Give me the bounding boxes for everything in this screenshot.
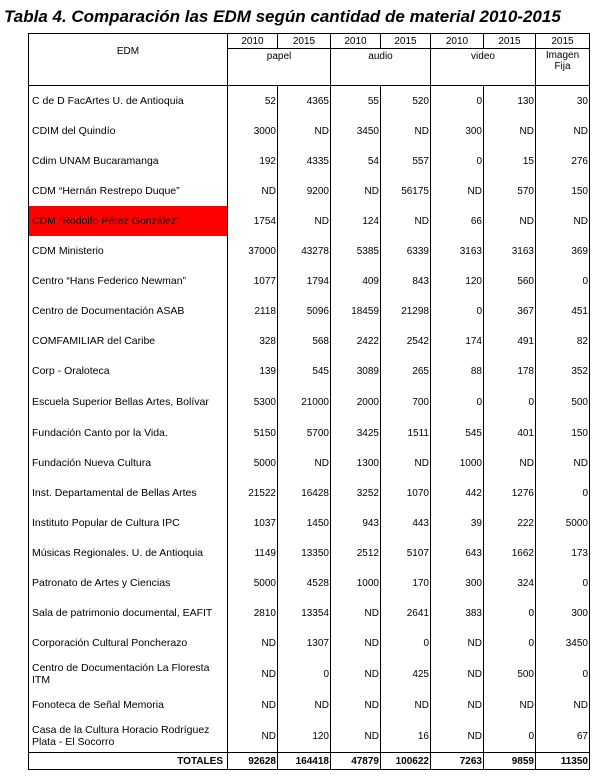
value-cell: 557 xyxy=(381,146,431,176)
value-cell: 130 xyxy=(484,86,536,117)
value-cell: 409 xyxy=(331,266,381,296)
table-row xyxy=(29,598,590,628)
value-cell: ND xyxy=(536,206,590,236)
value-cell: 0 xyxy=(278,658,331,690)
edm-name-cell: Inst. Departamental de Bellas Artes xyxy=(29,478,228,508)
value-cell: ND xyxy=(431,658,484,690)
value-cell: 4528 xyxy=(278,568,331,598)
table-row xyxy=(29,176,590,206)
value-cell: 120 xyxy=(278,720,331,753)
value-cell: 2000 xyxy=(331,386,381,418)
edm-name-cell: Músicas Regionales. U. de Antioquia xyxy=(29,538,228,568)
value-cell: ND xyxy=(331,690,381,720)
value-cell: 1511 xyxy=(381,418,431,448)
value-cell: 5150 xyxy=(228,418,278,448)
table-body xyxy=(29,86,590,753)
value-cell: 5000 xyxy=(536,508,590,538)
edm-name-cell: COMFAMILIAR del Caribe xyxy=(29,326,228,356)
value-cell: 1300 xyxy=(331,448,381,478)
value-cell: 3425 xyxy=(331,418,381,448)
totals-row xyxy=(29,753,590,770)
value-cell: 178 xyxy=(484,356,536,386)
value-cell: 1037 xyxy=(228,508,278,538)
edm-column-header: EDM xyxy=(29,34,228,86)
value-cell: 545 xyxy=(431,418,484,448)
value-cell: 66 xyxy=(431,206,484,236)
value-cell: 15 xyxy=(484,146,536,176)
value-cell: 1450 xyxy=(278,508,331,538)
value-cell: 13350 xyxy=(278,538,331,568)
value-cell: 401 xyxy=(484,418,536,448)
value-cell: 443 xyxy=(381,508,431,538)
value-cell: ND xyxy=(331,628,381,658)
value-cell: 170 xyxy=(381,568,431,598)
value-cell: 500 xyxy=(536,386,590,418)
value-cell: ND xyxy=(278,206,331,236)
value-cell: ND xyxy=(381,690,431,720)
value-cell: ND xyxy=(381,206,431,236)
edm-name-cell: Corporación Cultural Poncherazo xyxy=(29,628,228,658)
edm-name-cell: Centro “Hans Federico Newman” xyxy=(29,266,228,296)
value-cell: ND xyxy=(431,720,484,753)
year-header: 2015 xyxy=(484,34,536,49)
table-row xyxy=(29,538,590,568)
edm-name-cell: Patronato de Artes y Ciencias xyxy=(29,568,228,598)
value-cell: 352 xyxy=(536,356,590,386)
value-cell: 1794 xyxy=(278,266,331,296)
year-header: 2010 xyxy=(431,34,484,49)
value-cell: 367 xyxy=(484,296,536,326)
category-header-imagen-fija: Imagen Fija xyxy=(536,49,590,86)
value-cell: 16428 xyxy=(278,478,331,508)
value-cell: 2641 xyxy=(381,598,431,628)
edm-name-cell: Fundación Nueva Cultura xyxy=(29,448,228,478)
value-cell: ND xyxy=(228,658,278,690)
value-cell: 491 xyxy=(484,326,536,356)
value-cell: ND xyxy=(536,448,590,478)
value-cell: ND xyxy=(431,628,484,658)
value-cell: 520 xyxy=(381,86,431,117)
edm-name-cell: Centro de Documentación La Floresta ITM xyxy=(29,658,228,690)
value-cell: 1662 xyxy=(484,538,536,568)
value-cell: ND xyxy=(278,116,331,146)
value-cell: 21522 xyxy=(228,478,278,508)
edm-name-cell: Centro de Documentación ASAB xyxy=(29,296,228,326)
edm-name-cell: Corp - Oraloteca xyxy=(29,356,228,386)
value-cell: 5096 xyxy=(278,296,331,326)
value-cell: 30 xyxy=(536,86,590,117)
value-cell: 5700 xyxy=(278,418,331,448)
table-row xyxy=(29,628,590,658)
value-cell: 82 xyxy=(536,326,590,356)
value-cell: 0 xyxy=(431,146,484,176)
value-cell: 37000 xyxy=(228,236,278,266)
category-header-papel: papel xyxy=(228,49,331,86)
value-cell: ND xyxy=(331,176,381,206)
value-cell: 300 xyxy=(431,116,484,146)
edm-name-cell: Casa de la Cultura Horacio Rodríguez Plata - El Socorro xyxy=(29,720,228,753)
value-cell: ND xyxy=(484,206,536,236)
category-header-audio: audio xyxy=(331,49,431,86)
total-cell: 11350 xyxy=(536,753,590,770)
value-cell: ND xyxy=(431,690,484,720)
value-cell: ND xyxy=(331,598,381,628)
value-cell: 943 xyxy=(331,508,381,538)
value-cell: ND xyxy=(228,690,278,720)
edm-name-cell: Cdim UNAM Bucaramanga xyxy=(29,146,228,176)
edm-name-cell: Fonoteca de Señal Memoria xyxy=(29,690,228,720)
value-cell: 3450 xyxy=(536,628,590,658)
value-cell: 139 xyxy=(228,356,278,386)
value-cell: 16 xyxy=(381,720,431,753)
table-row xyxy=(29,418,590,448)
value-cell: 451 xyxy=(536,296,590,326)
value-cell: 560 xyxy=(484,266,536,296)
value-cell: 0 xyxy=(536,568,590,598)
total-cell: 9859 xyxy=(484,753,536,770)
value-cell: 150 xyxy=(536,176,590,206)
value-cell: 0 xyxy=(536,478,590,508)
value-cell: 9200 xyxy=(278,176,331,206)
value-cell: 222 xyxy=(484,508,536,538)
value-cell: 54 xyxy=(331,146,381,176)
table-footer xyxy=(29,753,590,770)
value-cell: 56175 xyxy=(381,176,431,206)
value-cell: ND xyxy=(228,628,278,658)
value-cell: 0 xyxy=(431,86,484,117)
value-cell: 4365 xyxy=(278,86,331,117)
value-cell: 324 xyxy=(484,568,536,598)
value-cell: 0 xyxy=(431,386,484,418)
year-header: 2015 xyxy=(536,34,590,49)
value-cell: ND xyxy=(381,448,431,478)
value-cell: 3163 xyxy=(431,236,484,266)
table-row xyxy=(29,296,590,326)
value-cell: ND xyxy=(228,176,278,206)
value-cell: ND xyxy=(536,116,590,146)
value-cell: 1000 xyxy=(331,568,381,598)
value-cell: 3000 xyxy=(228,116,278,146)
value-cell: 67 xyxy=(536,720,590,753)
value-cell: 4335 xyxy=(278,146,331,176)
edm-name-cell: CDIM del Quindío xyxy=(29,116,228,146)
value-cell: 5000 xyxy=(228,568,278,598)
year-header: 2015 xyxy=(381,34,431,49)
table-title: Tabla 4. Comparación las EDM según cantidad de material 2010-2015 xyxy=(4,7,561,26)
value-cell: 1276 xyxy=(484,478,536,508)
value-cell: ND xyxy=(331,720,381,753)
value-cell: 1307 xyxy=(278,628,331,658)
value-cell: 174 xyxy=(431,326,484,356)
value-cell: 120 xyxy=(431,266,484,296)
value-cell: 843 xyxy=(381,266,431,296)
value-cell: ND xyxy=(431,176,484,206)
edm-name-cell: CDM “Hernán Restrepo Duque” xyxy=(29,176,228,206)
value-cell: 1070 xyxy=(381,478,431,508)
edm-name-cell: Instituto Popular de Cultura IPC xyxy=(29,508,228,538)
value-cell: 265 xyxy=(381,356,431,386)
table-row xyxy=(29,658,590,690)
value-cell: 39 xyxy=(431,508,484,538)
total-cell: 164418 xyxy=(278,753,331,770)
table-row xyxy=(29,478,590,508)
value-cell: 0 xyxy=(431,296,484,326)
table-row xyxy=(29,116,590,146)
value-cell: 1149 xyxy=(228,538,278,568)
value-cell: 2118 xyxy=(228,296,278,326)
value-cell: 150 xyxy=(536,418,590,448)
edm-name-cell: C de D FacArtes U. de Antioquia xyxy=(29,86,228,117)
value-cell: 124 xyxy=(331,206,381,236)
totals-label: TOTALES xyxy=(29,753,228,770)
value-cell: 2422 xyxy=(331,326,381,356)
category-header-video: video xyxy=(431,49,536,86)
value-cell: 2512 xyxy=(331,538,381,568)
year-header: 2010 xyxy=(228,34,278,49)
value-cell: ND xyxy=(331,658,381,690)
value-cell: 5300 xyxy=(228,386,278,418)
edm-name-cell: CDM “Rodolfo Pérez González” xyxy=(29,206,228,236)
table-row xyxy=(29,266,590,296)
value-cell: 276 xyxy=(536,146,590,176)
value-cell: ND xyxy=(228,720,278,753)
value-cell: ND xyxy=(484,448,536,478)
value-cell: 21000 xyxy=(278,386,331,418)
table-container xyxy=(28,33,607,770)
value-cell: 300 xyxy=(431,568,484,598)
value-cell: 5385 xyxy=(331,236,381,266)
value-cell: ND xyxy=(278,690,331,720)
value-cell: 328 xyxy=(228,326,278,356)
table-row xyxy=(29,720,590,753)
table-row xyxy=(29,326,590,356)
value-cell: 0 xyxy=(381,628,431,658)
value-cell: 13354 xyxy=(278,598,331,628)
table-row xyxy=(29,206,590,236)
value-cell: 545 xyxy=(278,356,331,386)
value-cell: 0 xyxy=(536,266,590,296)
value-cell: 0 xyxy=(484,386,536,418)
total-cell: 92628 xyxy=(228,753,278,770)
total-cell: 7263 xyxy=(431,753,484,770)
table-row xyxy=(29,236,590,266)
edm-name-cell: CDM Ministerio xyxy=(29,236,228,266)
table-row xyxy=(29,86,590,117)
value-cell: 173 xyxy=(536,538,590,568)
table-row xyxy=(29,386,590,418)
table-row xyxy=(29,690,590,720)
value-cell: 0 xyxy=(484,720,536,753)
value-cell: 55 xyxy=(331,86,381,117)
value-cell: 1754 xyxy=(228,206,278,236)
value-cell: 500 xyxy=(484,658,536,690)
value-cell: 643 xyxy=(431,538,484,568)
comparison-table xyxy=(28,33,590,770)
year-header: 2015 xyxy=(278,34,331,49)
value-cell: 18459 xyxy=(331,296,381,326)
table-row xyxy=(29,356,590,386)
total-cell: 100622 xyxy=(381,753,431,770)
value-cell: 88 xyxy=(431,356,484,386)
value-cell: 425 xyxy=(381,658,431,690)
value-cell: 700 xyxy=(381,386,431,418)
value-cell: 300 xyxy=(536,598,590,628)
value-cell: ND xyxy=(278,448,331,478)
value-cell: ND xyxy=(381,116,431,146)
value-cell: 383 xyxy=(431,598,484,628)
value-cell: ND xyxy=(536,690,590,720)
value-cell: 1077 xyxy=(228,266,278,296)
value-cell: 5000 xyxy=(228,448,278,478)
value-cell: 43278 xyxy=(278,236,331,266)
value-cell: 3252 xyxy=(331,478,381,508)
value-cell: 369 xyxy=(536,236,590,266)
value-cell: 192 xyxy=(228,146,278,176)
edm-name-cell: Escuela Superior Bellas Artes, Bolívar xyxy=(29,386,228,418)
table-row xyxy=(29,508,590,538)
value-cell: 2542 xyxy=(381,326,431,356)
value-cell: 0 xyxy=(536,658,590,690)
value-cell: 3450 xyxy=(331,116,381,146)
value-cell: ND xyxy=(484,116,536,146)
table-row xyxy=(29,568,590,598)
edm-name-cell: Sala de patrimonio documental, EAFIT xyxy=(29,598,228,628)
value-cell: 568 xyxy=(278,326,331,356)
value-cell: 0 xyxy=(484,628,536,658)
table-row xyxy=(29,146,590,176)
total-cell: 47879 xyxy=(331,753,381,770)
value-cell: 442 xyxy=(431,478,484,508)
value-cell: 1000 xyxy=(431,448,484,478)
value-cell: 6339 xyxy=(381,236,431,266)
value-cell: 2810 xyxy=(228,598,278,628)
value-cell: 3163 xyxy=(484,236,536,266)
value-cell: 21298 xyxy=(381,296,431,326)
table-row xyxy=(29,448,590,478)
edm-name-cell: Fundación Canto por la Vida. xyxy=(29,418,228,448)
table-header xyxy=(29,34,590,86)
value-cell: ND xyxy=(484,690,536,720)
value-cell: 52 xyxy=(228,86,278,117)
value-cell: 0 xyxy=(484,598,536,628)
year-header: 2010 xyxy=(331,34,381,49)
value-cell: 570 xyxy=(484,176,536,206)
value-cell: 3089 xyxy=(331,356,381,386)
value-cell: 5107 xyxy=(381,538,431,568)
